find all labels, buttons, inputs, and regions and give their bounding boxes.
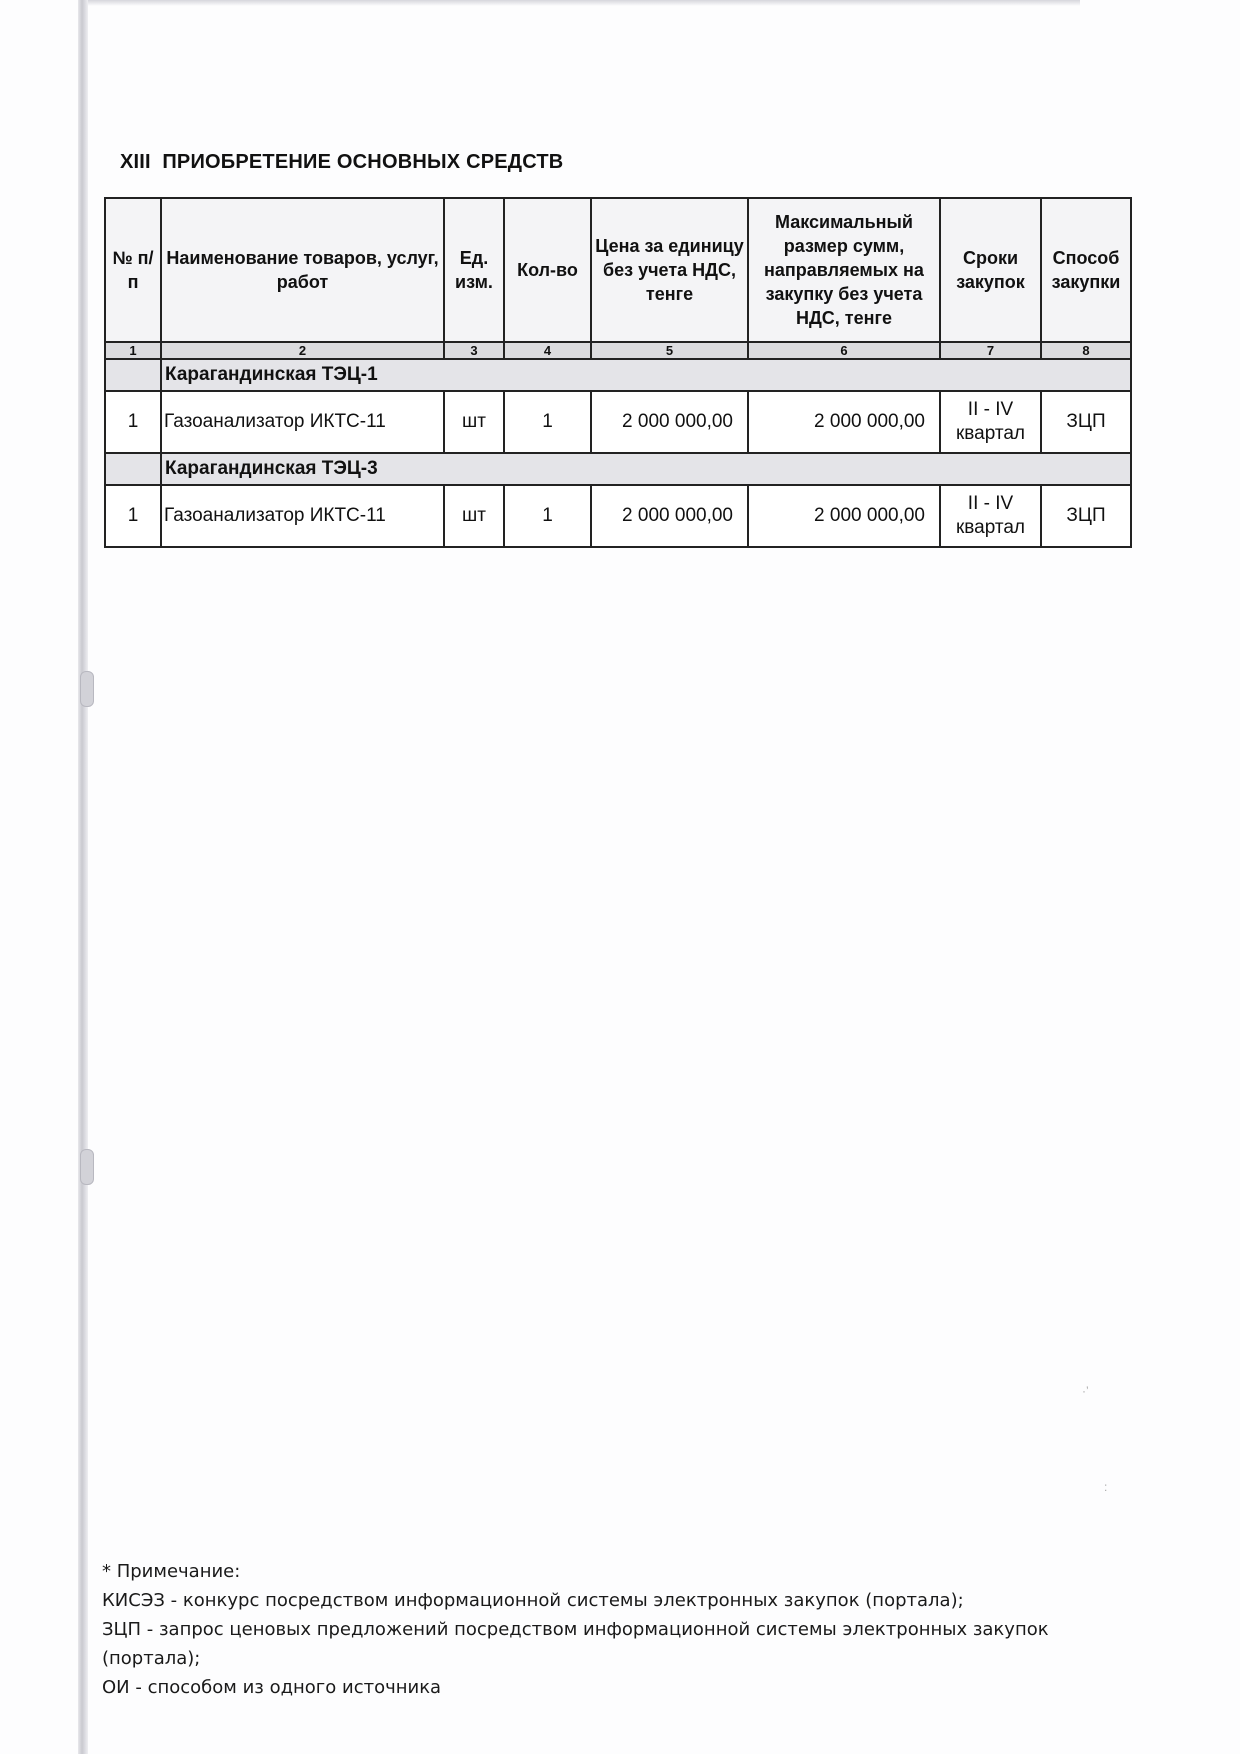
table-row [105,485,1131,547]
column-number: 5 [591,342,748,359]
footnote-line: (портала); [102,1648,201,1669]
item-name: Газоанализатор ИКТС-11 [161,485,444,547]
row-number: 1 [105,485,161,547]
column-number-row [105,342,1131,359]
group-blank-cell [105,359,161,391]
column-number: 2 [161,342,444,359]
term-unit: квартал [955,423,1026,444]
binding-edge [78,0,88,1754]
item-total: 2 000 000,00 [748,391,940,453]
punch-hole-icon [80,1149,94,1185]
header-cell: Способ закупки [1041,198,1131,342]
row-number: 1 [105,391,161,453]
scan-speck-icon: ·’ [1082,1384,1089,1398]
header-cell: Наименование товаров, услуг, работ [161,198,444,342]
footnote-line: КИСЭЗ - конкурс посредством информационной системы электронных закупок (портала); [102,1590,964,1611]
item-name: Газоанализатор ИКТС-11 [161,391,444,453]
item-unit: шт [444,391,504,453]
header-cell: Ед. изм. [444,198,504,342]
scan-speck-icon: : [1104,1480,1108,1494]
item-quantity: 1 [504,391,591,453]
item-method: ЗЦП [1041,391,1131,453]
table-header-row [105,198,1131,342]
item-method: ЗЦП [1041,485,1131,547]
item-term [940,485,1041,547]
item-unit-price: 2 000 000,00 [591,391,748,453]
footnote [102,1557,1122,1702]
footnote-title: * Примечание: [102,1561,241,1582]
column-number: 6 [748,342,940,359]
column-number: 3 [444,342,504,359]
header-cell: Кол-во [504,198,591,342]
header-cell: Максимальный размер сумм, направляемых на закупку без учета НДС, тенге [748,198,940,342]
item-total: 2 000 000,00 [748,485,940,547]
group-blank-cell [105,453,161,485]
group-row [105,359,1131,391]
group-title: Карагандинская ТЭЦ-3 [161,453,1131,485]
column-number: 7 [940,342,1041,359]
item-quantity: 1 [504,485,591,547]
footnote-line: ОИ - способом из одного источника [102,1677,442,1698]
item-term [940,391,1041,453]
footnote-line: ЗЦП - запрос ценовых предложений посредством информационной системы электронных закупок [102,1619,1049,1640]
term-quarters: II - IV [967,493,1014,514]
term-unit: квартал [955,517,1026,538]
item-unit: шт [444,485,504,547]
header-cell: № п/п [105,198,161,342]
column-number: 4 [504,342,591,359]
column-number: 8 [1041,342,1131,359]
header-cell: Сроки закупок [940,198,1041,342]
group-title: Карагандинская ТЭЦ-1 [161,359,1131,391]
punch-hole-icon [80,671,94,707]
item-unit-price: 2 000 000,00 [591,485,748,547]
group-row [105,453,1131,485]
column-number: 1 [105,342,161,359]
section-heading [120,151,563,174]
procurement-table [104,197,1132,548]
scan-edge-shadow [80,0,1080,6]
section-title: ПРИОБРЕТЕНИЕ ОСНОВНЫХ СРЕДСТВ [162,151,564,173]
term-quarters: II - IV [967,399,1014,420]
table-row [105,391,1131,453]
header-cell: Цена за единицу без учета НДС, тенге [591,198,748,342]
section-number: XIII [120,151,151,173]
